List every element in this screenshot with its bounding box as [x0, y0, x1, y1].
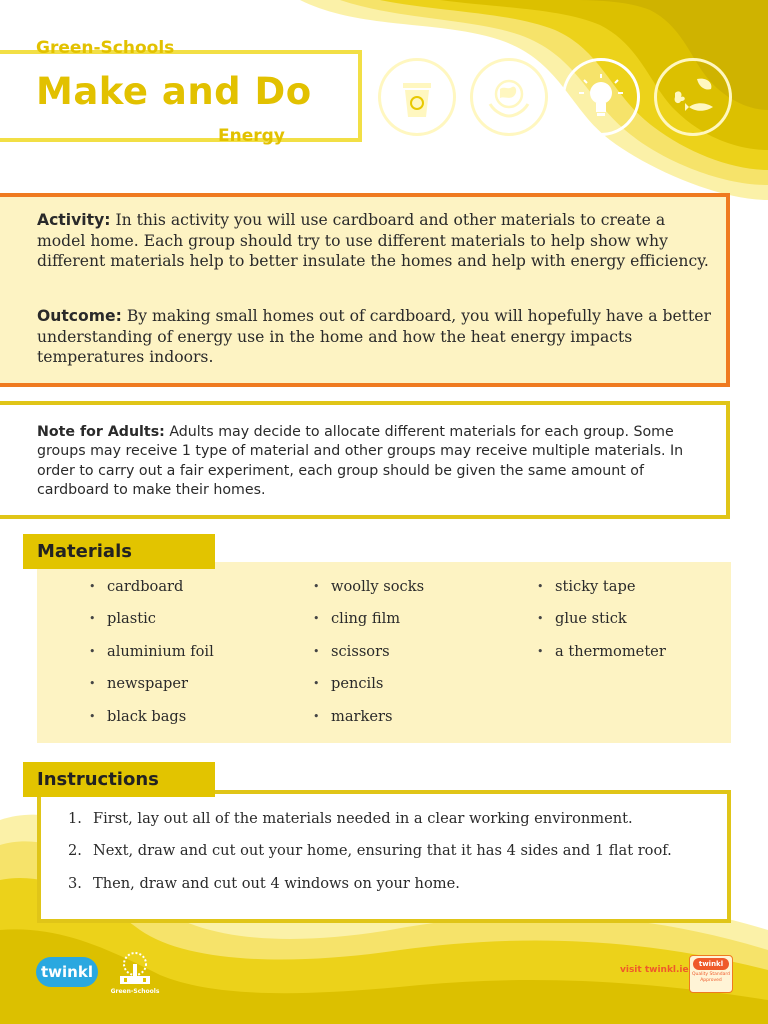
instruction-text: Then, draw and cut out 4 windows on your home. — [93, 874, 460, 892]
list-item: • scissors — [313, 642, 424, 674]
visit-link[interactable]: visit twinkl.ie — [620, 965, 689, 975]
instructions-list — [68, 809, 672, 906]
list-item: • black bags — [89, 707, 214, 739]
activity-text: In this activity you will use cardboard and other materials to create a model home. Each group should try to use different materials to help show why different materials help to better insulate the homes and help with energy efficiency. — [37, 211, 709, 270]
instruction-step: 2. Next, draw and cut out your home, ensuring that it has 4 sides and 1 flat roof. — [68, 842, 672, 860]
materials-heading: Materials — [23, 534, 215, 569]
biodiversity-icon — [654, 58, 732, 136]
list-item: • aluminium foil — [89, 642, 214, 674]
instruction-step: 1. First, lay out all of the materials needed in a clear working environment. — [68, 810, 633, 827]
materials-column-2 — [313, 577, 424, 739]
topic-tag: Energy — [218, 126, 285, 146]
list-item: • cling film — [313, 609, 424, 641]
list-item: • markers — [313, 707, 424, 739]
green-schools-label: Green-Schools — [110, 988, 160, 995]
badge-text: Quality Standard Approved — [692, 972, 730, 983]
badge-title: twinkl — [693, 958, 729, 970]
note-text: Adults may decide to allocate different materials for each group. Some groups may receive 1 type of material and other groups may receive multiple materials. In order to carry out a fair experiment, each group should be given the same amount of cardboard to make their homes. — [37, 424, 684, 498]
materials-column-1 — [89, 577, 214, 739]
activity-label: Activity: — [37, 211, 111, 229]
lightbulb-icon — [562, 58, 640, 136]
outcome-label: Outcome: — [37, 307, 122, 325]
list-item: • sticky tape — [537, 577, 666, 609]
outcome-paragraph — [37, 306, 717, 368]
header-subtitle: Green-Schools — [36, 38, 175, 58]
list-item: • newspaper — [89, 674, 214, 706]
instruction-step: 3. Then, draw and cut out 4 windows on your home. — [68, 874, 460, 892]
instruction-text: Next, draw and cut out your home, ensuring that it has 4 sides and 1 flat roof. — [93, 842, 672, 860]
globe-hands-icon — [470, 58, 548, 136]
list-item: • glue stick — [537, 609, 666, 641]
list-item: • plastic — [89, 609, 214, 641]
note-label: Note for Adults: — [37, 424, 165, 440]
recycle-bin-icon — [378, 58, 456, 136]
page-title: Make and Do — [36, 70, 312, 113]
quality-badge — [689, 955, 733, 993]
twinkl-logo[interactable]: twinkl — [36, 957, 98, 987]
list-item: • pencils — [313, 674, 424, 706]
outcome-text: By making small homes out of cardboard, you will hopefully have a better understanding of energy use in the home and how the heat energy impacts temperatures indoors. — [37, 307, 711, 366]
list-item: • a thermometer — [537, 642, 666, 674]
instructions-heading: Instructions — [23, 762, 215, 797]
list-item: • woolly socks — [313, 577, 424, 609]
instruction-text: First, lay out all of the materials needed in a clear working environment. — [93, 810, 633, 827]
activity-paragraph — [37, 210, 717, 272]
materials-column-3 — [537, 577, 666, 674]
note-paragraph — [37, 423, 717, 500]
list-item: • cardboard — [89, 577, 214, 609]
